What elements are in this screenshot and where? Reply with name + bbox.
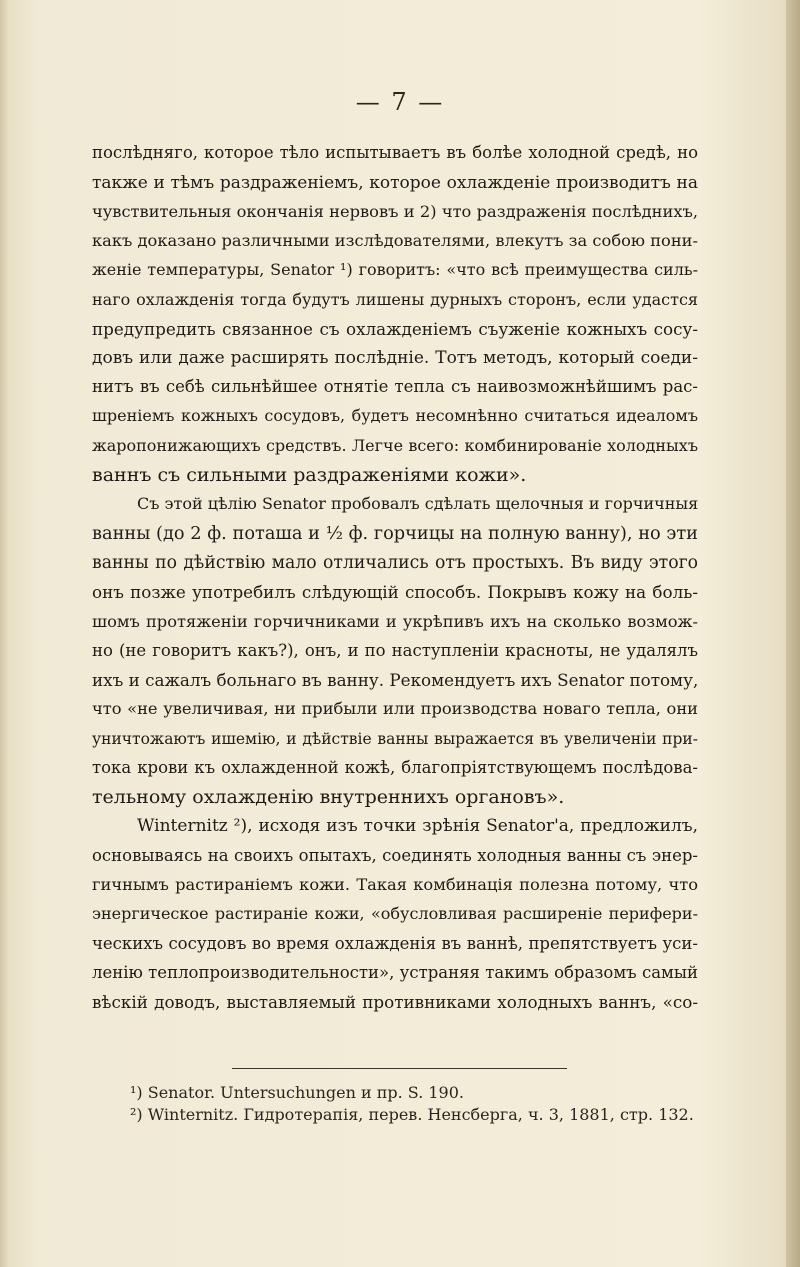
footnote-2: ²) Winternitz. Гидротерапія, перев. Ненсберга, ч. 3, 1881, стр. 132. xyxy=(130,1105,694,1124)
text-line: тельному охлажденію внутреннихъ органовъ». xyxy=(92,786,565,808)
text-line: какъ доказано различными изслѣдователями, влекутъ за собою пони- xyxy=(92,231,698,250)
text-line: послѣдняго, которое тѣло испытываетъ въ болѣе холодной средѣ, но xyxy=(92,143,698,162)
text-line: ванны по дѣйствію мало отличались отъ простыхъ. Въ виду этого xyxy=(92,553,698,573)
page-number: — 7 — xyxy=(355,88,445,116)
text-line: также и тѣмъ раздраженіемъ, которое охлажденіе производитъ на xyxy=(92,173,698,193)
text-line: уничтожаютъ ишемію, и дѣйствіе ванны выражается въ увеличеніи при- xyxy=(92,730,698,748)
text-line: ванны (до 2 ф. поташа и ½ ф. горчицы на полную ванну), но эти xyxy=(92,524,698,544)
text-line: онъ позже употребилъ слѣдующій способъ. Покрывъ кожу на боль- xyxy=(92,582,698,602)
text-line: энергическое растираніе кожи, «обусловливая расширеніе перифери- xyxy=(92,904,698,923)
text-line: наго охлажденія тогда будутъ лишены дурныхъ сторонъ, если удастся xyxy=(92,290,698,309)
text-line: но (не говоритъ какъ?), онъ, и по наступленіи красноты, не удалялъ xyxy=(92,641,698,660)
text-line: ваннъ съ сильными раздраженіями кожи». xyxy=(92,464,527,486)
text-line: шреніемъ кожныхъ сосудовъ, будетъ несомнѣнно считаться идеаломъ xyxy=(92,406,698,425)
text-line: ленію теплопроизводительности», устраняя такимъ образомъ самый xyxy=(92,963,698,982)
page-right-edge xyxy=(786,0,800,1267)
text-line: ческихъ сосудовъ во время охлажденія въ ваннѣ, препятствуетъ уси- xyxy=(92,934,698,953)
text-line: нитъ въ себѣ сильнѣйшее отнятіе тепла съ наивозможнѣйшимъ рас- xyxy=(92,377,698,396)
text-line: тока крови къ охлажденной кожѣ, благопріятствующемъ послѣдова- xyxy=(92,758,698,777)
text-line: жаропонижающихъ средствъ. Легче всего: комбинированіе холодныхъ xyxy=(92,436,698,455)
text-line: женіе температуры, Senator ¹) говоритъ: «что всѣ преимущества силь- xyxy=(92,260,698,279)
text-line: шомъ протяженіи горчичниками и укрѣпивъ ихъ на сколько возмож- xyxy=(92,612,698,631)
footnote-1: ¹) Senator. Untersuchungen и пр. S. 190. xyxy=(130,1083,464,1102)
text-line: ихъ и сажалъ больнаго въ ванну. Рекомендуетъ ихъ Senator потому, xyxy=(92,670,699,690)
text-line: чувствительныя окончанія нервовъ и 2) что раздраженія послѣднихъ, xyxy=(92,202,698,221)
text-line: предупредить связанное съ охлажденіемъ съуженіе кожныхъ сосу- xyxy=(92,319,698,339)
text-line: Съ этой цѣлію Senator пробовалъ сдѣлать щелочныя и горчичныя xyxy=(137,494,699,513)
page-left-edge xyxy=(0,0,8,1267)
text-line: основываясь на своихъ опытахъ, соединять холодныя ванны съ энер- xyxy=(92,846,698,865)
text-line: довъ или даже расширять послѣдніе. Тотъ методъ, который соеди- xyxy=(92,348,698,368)
text-line: что «не увеличивая, ни прибыли или производства новаго тепла, они xyxy=(92,699,698,718)
text-line: Winternitz ²), исходя изъ точки зрѣнія Senator'а, предложилъ, xyxy=(137,816,698,836)
text-line: вѣскій доводъ, выставляемый противниками холодныхъ ваннъ, «со- xyxy=(92,992,698,1012)
text-line: гичнымъ растираніемъ кожи. Такая комбинація полезна потому, что xyxy=(92,875,698,894)
footnote-separator xyxy=(232,1068,567,1069)
